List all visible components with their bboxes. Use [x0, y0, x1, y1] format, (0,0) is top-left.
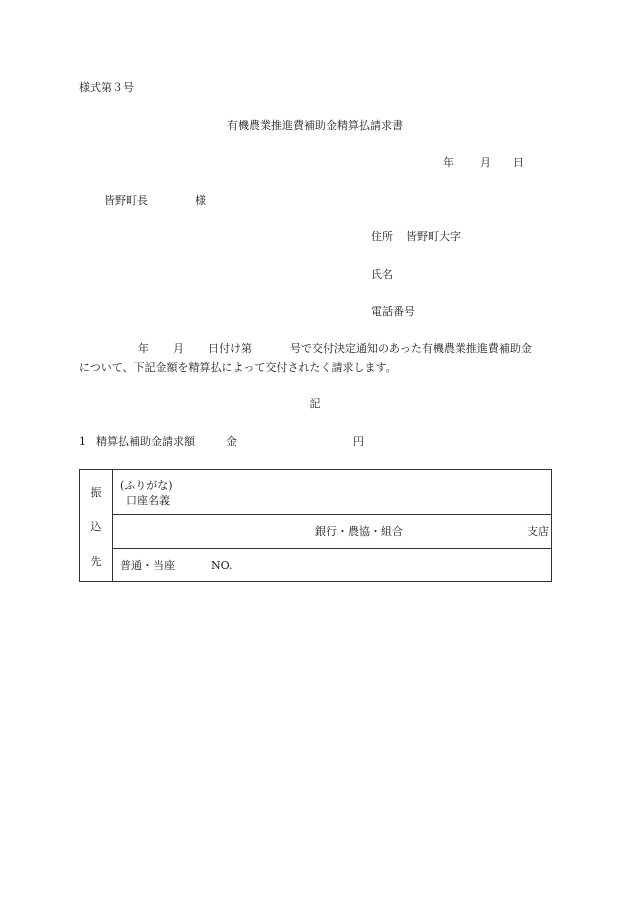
furigana-label: (ふりがな) — [120, 479, 173, 492]
table-divider-horizontal — [112, 514, 551, 515]
body-year-label: 年 — [138, 342, 149, 355]
bank-label: 銀行・農協・組合 — [315, 525, 403, 538]
date-month-label: 月 — [480, 156, 491, 169]
side-label-char: 込 — [90, 520, 102, 533]
addressee-name: 皆野町長 — [104, 194, 148, 207]
table-divider-vertical — [112, 470, 113, 581]
item-label: 精算払補助金請求額 — [96, 435, 195, 448]
address-value: 皆野町大字 — [406, 230, 461, 243]
addressee-honorific: 様 — [195, 194, 206, 207]
address-label: 住所 — [371, 230, 393, 243]
item-number: 1 — [79, 435, 86, 448]
body-line-1-rest: 号で交付決定通知のあった有機農業推進費補助金 — [290, 342, 532, 355]
item-kin-label: 金 — [226, 435, 237, 448]
side-label-char: 先 — [90, 555, 102, 568]
account-type-label: 普通・当座 — [120, 559, 175, 572]
body-line-2: について、下記金額を精算払によって交付されたく請求します。 — [79, 361, 397, 374]
form-number: 様式第３号 — [79, 81, 134, 94]
body-day-label: 日付け第 — [208, 342, 252, 355]
branch-label: 支店 — [527, 525, 549, 538]
transfer-destination-table — [79, 469, 552, 582]
account-number-label: NO. — [211, 559, 233, 572]
side-label-char: 振 — [90, 486, 102, 499]
name-label: 氏名 — [371, 268, 393, 281]
ki-heading: 記 — [309, 397, 321, 410]
body-month-label: 月 — [173, 342, 184, 355]
item-yen-label: 円 — [353, 435, 364, 448]
date-year-label: 年 — [443, 156, 454, 169]
date-day-label: 日 — [513, 156, 524, 169]
document-title: 有機農業推進費補助金精算払請求書 — [227, 119, 403, 132]
table-divider-horizontal — [112, 548, 551, 549]
account-name-label: 口座名義 — [126, 494, 170, 507]
phone-label: 電話番号 — [371, 305, 415, 318]
